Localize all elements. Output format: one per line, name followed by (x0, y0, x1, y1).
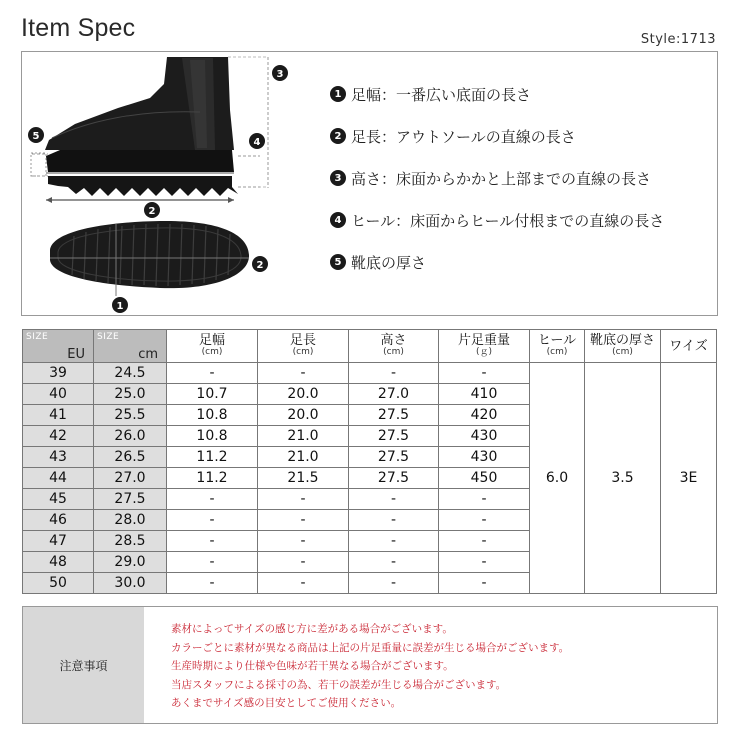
cell-size-eu: 43 (23, 447, 94, 468)
header-size-cm: SIZE cm (94, 330, 167, 363)
style-code: Style:1713 (640, 32, 716, 47)
legend-text: 高さ：床面からかかと上部までの直線の長さ (351, 169, 652, 188)
marker-2-side (144, 202, 160, 218)
cell-width: - (167, 573, 258, 594)
cell-width: - (167, 489, 258, 510)
svg-text:1: 1 (116, 301, 124, 312)
table-header-row (23, 330, 717, 363)
note-line: 生産時期により仕様や色味が若干異なる場合がございます。 (171, 660, 454, 672)
cell-sole-thickness: 3.5 (585, 363, 661, 594)
cell-width: 10.7 (167, 384, 258, 405)
cell-size-cm: 26.0 (94, 426, 167, 447)
cell-length: 21.0 (258, 426, 349, 447)
cell-weight: 430 (439, 447, 530, 468)
notes-panel (22, 606, 718, 724)
cell-size-eu: 44 (23, 468, 94, 489)
legend-text: 靴底の厚さ (351, 253, 427, 272)
cell-height: 27.0 (349, 384, 439, 405)
cell-size-cm: 30.0 (94, 573, 167, 594)
marker-3 (272, 65, 288, 81)
boot-side-image (45, 57, 238, 196)
svg-text:3: 3 (276, 69, 284, 80)
note-line: 当店スタッフによる採寸の為、若干の誤差が生じる場合がございます。 (171, 678, 507, 691)
cell-width: 10.8 (167, 426, 258, 447)
cell-weight: - (439, 573, 530, 594)
cell-weight: 420 (439, 405, 530, 426)
cell-width: - (167, 552, 258, 573)
cell-length: - (258, 552, 349, 573)
cell-size-eu: 39 (23, 363, 94, 384)
boot-sole-image (50, 221, 249, 288)
cell-length: - (258, 510, 349, 531)
page-title: Item Spec (21, 14, 136, 42)
cell-wise: 3E (661, 363, 717, 594)
cell-height: - (349, 531, 439, 552)
legend-text: 足幅：一番広い底面の長さ (351, 85, 532, 104)
cell-height: - (349, 363, 439, 384)
notes-label: 注意事項 (23, 607, 144, 723)
cell-length: 21.5 (258, 468, 349, 489)
notes-list (144, 607, 569, 723)
marker-1 (112, 297, 128, 313)
header-heel: ヒール (cm) (530, 330, 585, 363)
cell-size-eu: 40 (23, 384, 94, 405)
cell-length: - (258, 489, 349, 510)
cell-height: - (349, 552, 439, 573)
cell-width: - (167, 510, 258, 531)
legend-item-heel (330, 210, 664, 230)
cell-size-cm: 28.0 (94, 510, 167, 531)
svg-text:2: 2 (148, 206, 156, 217)
marker-4 (249, 133, 265, 149)
cell-height: - (349, 573, 439, 594)
cell-width: - (167, 531, 258, 552)
cell-size-cm: 28.5 (94, 531, 167, 552)
cell-length: 21.0 (258, 447, 349, 468)
cell-width: 11.2 (167, 447, 258, 468)
note-line: あくまでサイズ感の目安としてご使用ください。 (171, 697, 402, 709)
header-wise: ワイズ (661, 330, 717, 363)
marker-2-sole (252, 256, 268, 272)
cell-weight: - (439, 510, 530, 531)
size-table (22, 329, 717, 594)
measurement-legend (330, 84, 664, 294)
cell-weight: - (439, 552, 530, 573)
cell-size-eu: 46 (23, 510, 94, 531)
cell-width: 11.2 (167, 468, 258, 489)
cell-size-cm: 27.0 (94, 468, 167, 489)
cell-height: 27.5 (349, 405, 439, 426)
number-3-icon: 3 (330, 170, 346, 186)
table-row (23, 363, 717, 384)
cell-length: 20.0 (258, 384, 349, 405)
header-length: 足長 (cm) (258, 330, 349, 363)
cell-size-eu: 41 (23, 405, 94, 426)
number-1-icon: 1 (330, 86, 346, 102)
cell-size-eu: 42 (23, 426, 94, 447)
cell-height: 27.5 (349, 468, 439, 489)
cell-size-cm: 29.0 (94, 552, 167, 573)
header-sole-thickness: 靴底の厚さ (cm) (585, 330, 661, 363)
cell-size-eu: 48 (23, 552, 94, 573)
cell-weight: 410 (439, 384, 530, 405)
svg-text:5: 5 (32, 131, 40, 142)
cell-length: 20.0 (258, 405, 349, 426)
cell-height: 27.5 (349, 447, 439, 468)
cell-width: 10.8 (167, 405, 258, 426)
number-4-icon: 4 (330, 212, 346, 228)
header-width: 足幅 (cm) (167, 330, 258, 363)
legend-item-sole (330, 252, 664, 272)
note-line: カラーごとに素材が異なる商品は上記の片足重量に誤差が生じる場合がございます。 (171, 641, 570, 654)
cell-height: - (349, 489, 439, 510)
marker-5 (28, 127, 44, 143)
svg-text:2: 2 (256, 260, 264, 271)
header-size-eu: SIZE EU (23, 330, 94, 363)
number-5-icon: 5 (330, 254, 346, 270)
cell-length: - (258, 363, 349, 384)
svg-text:4: 4 (253, 137, 261, 148)
cell-size-eu: 47 (23, 531, 94, 552)
cell-size-eu: 45 (23, 489, 94, 510)
legend-text: ヒール：床面からヒール付根までの直線の長さ (351, 211, 665, 230)
note-line: 素材によってサイズの感じ方に差がある場合がございます。 (171, 623, 453, 635)
cell-height: 27.5 (349, 426, 439, 447)
cell-heel: 6.0 (530, 363, 585, 594)
legend-text: 足長：アウトソールの直線の長さ (351, 127, 576, 146)
cell-weight: - (439, 363, 530, 384)
cell-size-cm: 25.5 (94, 405, 167, 426)
cell-size-cm: 24.5 (94, 363, 167, 384)
cell-weight: - (439, 489, 530, 510)
cell-size-cm: 26.5 (94, 447, 167, 468)
cell-size-eu: 50 (23, 573, 94, 594)
cell-length: - (258, 573, 349, 594)
cell-size-cm: 27.5 (94, 489, 167, 510)
cell-weight: 430 (439, 426, 530, 447)
cell-height: - (349, 510, 439, 531)
number-2-icon: 2 (330, 128, 346, 144)
legend-item-height (330, 168, 664, 188)
legend-item-width (330, 84, 664, 104)
cell-length: - (258, 531, 349, 552)
cell-width: - (167, 363, 258, 384)
cell-weight: - (439, 531, 530, 552)
header-weight: 片足重量 (ｇ) (439, 330, 530, 363)
cell-size-cm: 25.0 (94, 384, 167, 405)
header-height: 高さ (cm) (349, 330, 439, 363)
legend-item-length (330, 126, 664, 146)
cell-weight: 450 (439, 468, 530, 489)
